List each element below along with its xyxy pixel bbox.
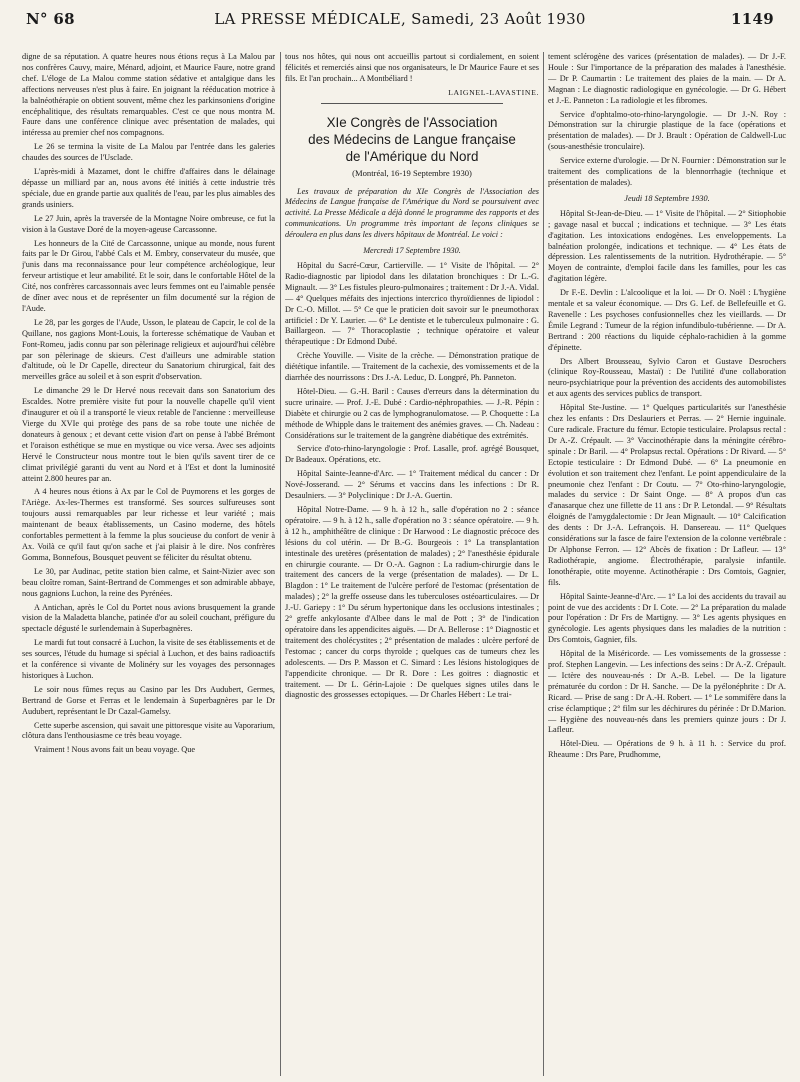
running-head: [26, 6, 774, 30]
article-subtitle: (Montréal, 16-19 Septembre 1930): [352, 167, 472, 178]
paragraph: Cette superbe ascension, qui savait une pittoresque visite au Vaporarium, clôtura dans l'enthousiasme ce très beau voyage.: [22, 720, 275, 741]
column-middle: [285, 52, 539, 1076]
paragraph: Le 28, par les gorges de l'Aude, Usson, le plateau de Capcir, le col de la Quillane, nos gagions Mont-Louis, la forteresse schématique de Vauban et Font-Romeu, jadis connu par son pèlerinage religieux et aujourd'hui célèbre par son pèlerinage de skieurs. C'est d'ailleurs une admirable station d'altitude, où le Dr Capelle, directeur du Sanatorium chirurgical, fait des merveilles grâce au soleil et à son esprit d'observation.: [22, 317, 275, 382]
paragraph: Hôpital Sainte-Jeanne-d'Arc. — 1° Traitement médical du cancer : Dr Nové-Josserand. — 2° Sérums et vaccins dans les infections : Dr R. Desaulniers. — 3° Polyclinique : Dr J.-A. Guertin.: [285, 469, 539, 501]
paragraph: Crèche Youville. — Visite de la crèche. — Démonstration pratique de diététique infantile. — Traitement de la cachexie, des vomissements et de la diarrhée des nourrissons : Drs J.-A. Leduc, D. Longpré, Ph. Panneton.: [285, 351, 539, 383]
paragraph: Les honneurs de la Cité de Carcassonne, unique au monde, nous furent faits par le Dr Girou, l'abbé Cals et M. Embry, conservateur du musée, que j'unis dans ma reconnaissance pour leur compétence archéologique, leur ferveur artistique et leur amabilité. Et le soir, dans le confortable Hôtel de la Cité, nos confrères carcassonnais avec leurs femmes ont eu l'aimable pensée de dîner avec nous et de représenter un film documenté sur la région de l'Aude.: [22, 238, 275, 313]
section-divider: [321, 103, 503, 104]
journal-title: LA PRESSE MÉDICALE, Samedi, 23 Août 1930: [214, 10, 586, 28]
paragraph: Le soir nous fûmes reçus au Casino par les Drs Audubert, Germes, Bertrand de Gorse et Ferras et le lendemain à Superbagnères par le Dr Audubert, représentant le Dr Cazal-Gamelsy.: [22, 684, 275, 716]
paragraph: digne de sa réputation. A quatre heures nous étions reçus à La Malou par nos confrères Cauvy, maire, Ménard, adjoint, et Maurice Faure, notre grand chef. L'éloge de La Malou comme station sédative et antalgique dans les affections nerveuses n'est plus à faire. En joignant la rééducation motrice à la balnéothérapie on obtient souvent, même chez les parkinsoniens d'origine encéphalitique, des résultats remarquables. C'est ce que nous montra M. Faure dans une conférence clinique avec présentation de malades, qui intéressa au premier chef nos compagnons.: [22, 52, 275, 138]
paragraph: Hôpital Notre-Dame. — 9 h. à 12 h., salle d'opération no 2 : séance opératoire. — 9 h. à 12 h., salle d'opération no 3 : séance opératoire. — 9 h. à 12 h., amphithéâtre de clinique : Dr Harwood : Le diagnostic précoce des lésions du col utérin. — Dr B.-G. Bourgeois : 1° La transplantation intestinale des uretères (présentation de malades) ; 2° l'anesthésie épidurale en chirurgie courante. — Dr O.-A. Gagnon : La radium-chirurgie dans le traitement des cancers de la verge (présentation de malades). — Dr L. Blagdon : 1° Le traitement de l'ulcère perforé de l'estomac (présentation de malades) ; 2° la greffe osseuse dans les tuberculoses ostéoarticulaires. — Dr J.-U. Gariepy : 1° Du sérum hypertonique dans les occlusions intestinales ; 2° greffe ankylosante d'Albee dans le mal de Pott ; 3° de l'indication opératoire dans les appendicites aiguës. — Dr A. Bellerose : 1° Diagnostic et traitement des cholécystites ; 2° présentation de malades : ulcère perforé de l'estomac ; cancer du corps thyroïde ; quelques cas de tumeurs chez les adolescents. — Drs P. Masson et C. Simard : Les lésions histologiques de l'appendicite chronique. — Dr R. Dore : Les goitres : diagnostic et traitement. — Dr L. Gérin-Lajoie : De quelques signes utiles dans le diagnostic des grossesses ectopiques. — Dr Charles Hébert : Le trai-: [285, 505, 539, 700]
paragraph: A 4 heures nous étions à Ax par le Col de Puymorens et les gorges de l'Ariège. Ax-les-Thermes est transformé. Ses sources sulfureuses sont toujours aussi remarquables par leur richesse et leur variété ; mais maintenant de beaux établissements, un Casino moderne, des hôtels confortables permettent à la femme la plus soucieuse du confort de venir à Ax. Voilà ce qu'il faut qu'on sache et j'ai plaisir à le dire. Nos confrères Gomma, Bonnefous, Bousquet peuvent se féliciter du résultat obtenu.: [22, 487, 275, 562]
paragraph: Drs Albert Brousseau, Sylvio Caron et Gustave Desrochers (clinique Roy-Rousseau, Mastaï) : De l'utilité d'une collaboration neuro-psychiatrique pour la prévention des accidents des automobilistes et aux agents des services publics de transport.: [548, 356, 786, 399]
column-rule: [543, 52, 544, 1076]
paragraph: Le 27 Juin, après la traversée de la Montagne Noire ombreuse, ce fut la vision à la Gustave Doré de la moyen-ageuse Carcassonne.: [22, 213, 275, 234]
paragraph: tement sclérogène des varices (présentation de malades). — Dr J.-F. Houle : Sur l'importance de la préparation des malades à l'anesthésie. — Dr P. Caumartin : Le traitement des plaies de la main. — Dr A. Magnan : Le diagnostic radiologique en gynécologie. — Dr G. Hébert et J.-E. Panneton : La radiologie et les fibromes.: [548, 52, 786, 105]
paragraph: Hôtel-Dieu. — G.-H. Baril : Causes d'erreurs dans la détermination du sucre urinaire. — Prof. J.-E. Dubé : Cardio-néphropathies. — J.-R. Pépin : Diabète et chirurgie ou 2 cas de lymphogranulomatose. — P. Choquette : La méthode de Whipple dans le traitement des anémies graves. — Ch. Nadeau : Considérations sur le traitement de la gangrène diabétique des extrémités.: [285, 386, 539, 440]
paragraph: Hôpital de la Miséricorde. — Les vomissements de la grossesse : prof. Stephen Langevin. — Les infections des seins : Dr A.-Z. Crépault. — Ictère des nouveau-nés : Dr A.-B. Lebel. — De la ligature prématurée du cordon : Dr H. Sanche. — De la pyélonéphrite : Dr A. Ricard. — Prise de sang : Dr A.-H. Robert. — 1° Le sommifère dans la crise éclamptique ; 2° film sur les déchirures du périnée : Dr D.Marion. — Hygiène des nouveau-nés dans les premiers quinze jours : Dr J. Lafleur.: [548, 649, 786, 735]
paragraph: Service externe d'urologie. — Dr N. Fournier : Démonstration sur le traitement des complications de la blennorrhagie (technique et présentation de malades).: [548, 156, 786, 187]
paragraph: Le 30, par Audinac, petite station bien calme, et Saint-Nizier avec son beau cloître roman, Saint-Bertrand de Commenges et son admirable abbaye, nous gagnions Luchon, la reine des Pyrénées.: [22, 566, 275, 598]
paragraph: Hôpital Sainte-Jeanne-d'Arc. — 1° La loi des accidents du travail au point de vue des accidents : Dr I. Cote. — 2° La préparation du malade pour l'opération : Dr Frs de Martigny. — 3° Les agents physiques en gynécologie. Les agents physiques dans les maladies de la nutrition : Drs Comtois, Gagnier, fils.: [548, 591, 786, 645]
column-right: [548, 52, 786, 1076]
column-rule: [280, 52, 281, 1076]
date-heading: Jeudi 18 Septembre 1930.: [624, 193, 710, 203]
paragraph: Hôpital Ste-Justine. — 1° Quelques particularités sur l'anesthésie chez les enfants : Drs Deslauriers et Perras. — 2° Hernie inguinale. Cure radicale. Fracture du fémur. Ectopie testiculaire. Prolapsus rectal : Dr A.-Z. Crépault. — 3° Vaccinothérapie dans la méningite cérébro-spinale : Dr Baril. — 4° Prolapsus rectal. Opérations : Dr Rivard. — 5° Ectopie testiculaire : Dr Edmond Dubé. — 6° La pneumonie en évolution et son traitement chez l'enfant. Le point appendiculaire de la pneumonie chez l'enfant : Dr Coutu. — 7° Oto-rhino-laryngologie, malades du service : Dr Saint Onge. — 8° A propos d'un cas d'anasarque chez une fillette de 11 ans : Dr P. Letondal. — 9° Résultats éloignés de l'amygdalectomie : Dr Jean Mignault. — 10° Calcification des dents : Dr J.-A. Lefrançois. H. Dansereau. — 11° Quelques considérations sur la fasce de faire l'extension de la colonne vertébrale : Dr Alphonse Ferron. — 12° Abcès de fixation : Dr Lafleur. — 13° Radiothérapie, angiome. Électrothérapie, paralysie infantile. Ionothérapie, otite moyenne. Actinothérapie : Drs Comtois, Gagnier, fils.: [548, 403, 786, 587]
title-line: des Médecins de Langue française: [308, 131, 516, 147]
paragraph: Hôpital du Sacré-Cœur, Cartierville. — 1° Visite de l'hôpital. — 2° Radio-diagnostic par lipiodol dans les dilatation bronchiques : Dr L.-G. Mignault. — 3° Les fistules pleuro-pulmonaires ; traitement : Dr J.-A. Vidal. — 4° Quelques méfaits des injections intercrico thyroïdiennes de lipiodol : Dr C.-O. Millot. — 5° Ce que le praticien doit savoir sur le pneumothorax artificiel : Dr Y. Laurier. — 6° Le dentiste et le tuberculeux pulmonaire : G. Baillargeon. — 7° Thoracoplastie ; technique opératoire et valeur thérapeutique : Dr Edmond Dubé.: [285, 260, 539, 347]
title-line: XIe Congrès de l'Association: [326, 114, 498, 130]
column-left: [22, 52, 275, 1076]
paragraph: Le dimanche 29 le Dr Hervé nous recevait dans son Sanatorium des Escaldes. Notre première visite fut pour la nouvelle chapelle qu'il vient d'inaugurer et où il a transporté le vieux retable de l'ancienne : merveilleuse Vierge du XVIe qui protège des pans de sa robe toute une nichée de donateurs à genoux ; et devant cette vision d'art on pense à l'abbé Brémont et l'oraison esthétique se mue en mystique ou vice versa. Avec ses adjoints Hervé le Constructeur nous montre tout le bien qu'ils savent tirer de ce climat privilégié garanti du vent au Nord et à l'Est et dont la luminosité atteint 2.800 heures par an.: [22, 386, 275, 483]
page-number: 1149: [731, 10, 774, 28]
issue-number: N° 68: [26, 10, 75, 28]
author-signature: LAIGNEL-LAVASTINE.: [448, 87, 539, 97]
paragraph: tous nos hôtes, qui nous ont accueillis partout si cordialement, en soient félicités et remerciés ainsi que nos organisateurs, le Dr Maurice Faure et ses fils. Et l'an prochain... A Montbéliard !: [285, 52, 539, 83]
paragraph: A Antichan, après le Col du Portet nous avions brusquement la grande vision de la Maladetta blanche, patinée d'or au soleil couchant, préfigure du spectacle dégusté le surlendemain à Superbagnères.: [22, 602, 275, 634]
paragraph: Hôpital St-Jean-de-Dieu. — 1° Visite de l'hôpital. — 2° Sitiophobie ; gavage nasal et buccal ; indications et technique. — 3° Les états d'agitation. Les intoxications endogènes. Les enveloppements. La balnéation prolongée, indications et technique. — 4° Les états de dépression. Les ralentissements de la nutrition. Hydrothérapie. — 5° Moyen de contrainte, d'emploi facile dans les familles, pour les cas d'agitation légère.: [548, 208, 786, 284]
date-heading: Mercredi 17 Septembre 1930.: [363, 246, 461, 256]
paragraph: L'après-midi à Mazamet, dont le chiffre d'affaires dans le délainage dépasse un milliard par an, nous avons été initiés à cette industrie très spéciale, due en grande partie aux qualités de l'eau, par les plus aimables des grands usiniers.: [22, 167, 275, 209]
title-line: de l'Amérique du Nord: [345, 148, 479, 164]
intro-paragraph: Les travaux de préparation du XIe Congrès de l'Association des Médecins de Langue française de l'Amérique du Nord se poursuivent avec activité. La Presse Médicale a déjà donné le programme des rapports et des communications. Un programme très important de leçons cliniques se déroulera en plus dans les divers hôpitaux de Montréal. Le voici :: [285, 186, 539, 240]
paragraph: Service d'ophtalmo-oto-rhino-laryngologie. — Dr J.-N. Roy : Démonstration sur la chirurgie plastique de la face (opérations et présentation de malades). — Dr J. Brault : Opération de Caldwell-Luc (sous-anesthésie tronculaire).: [548, 109, 786, 152]
paragraph: Service d'oto-rhino-laryngologie : Prof. Lasalle, prof. agrégé Bousquet, Dr Badeaux. Opérations, etc.: [285, 444, 539, 465]
article-title: [285, 114, 539, 165]
paragraph: Vraiment ! Nous avons fait un beau voyage. Que: [34, 745, 196, 755]
paragraph: Dr F.-E. Devlin : L'alcoolique et la loi. — Dr O. Noël : L'hygiène mentale et sa valeur économique. — Drs G. Lef. de Bellefeuille et G. Ravenelle : Les psychoses confusionnelles chez les vieillards. — Dr Émile Legrand : Tumeur de la région infundibulo-tubérienne. — Dr A. Bertrand : 200 réactions du liquide céphalo-rachidien à la gomme d'épinette.: [548, 288, 786, 352]
paragraph: Le 26 se termina la visite de La Malou par l'entrée dans les galeries chaudes des sources de l'Usclade.: [22, 142, 275, 163]
paragraph: Le mardi fut tout consacré à Luchon, la visite de ses établissements et de ses sources, l'étude du humage si spécial à Luchon, et des bains radioactifs et la conférence si vivante de Molinéry sur les voyages des personnages historiques à Luchon.: [22, 638, 275, 680]
paragraph: Hôtel-Dieu. — Opérations de 9 h. à 11 h. : Service du prof. Rheaume : Drs Pare, Prudhomme,: [548, 739, 786, 760]
